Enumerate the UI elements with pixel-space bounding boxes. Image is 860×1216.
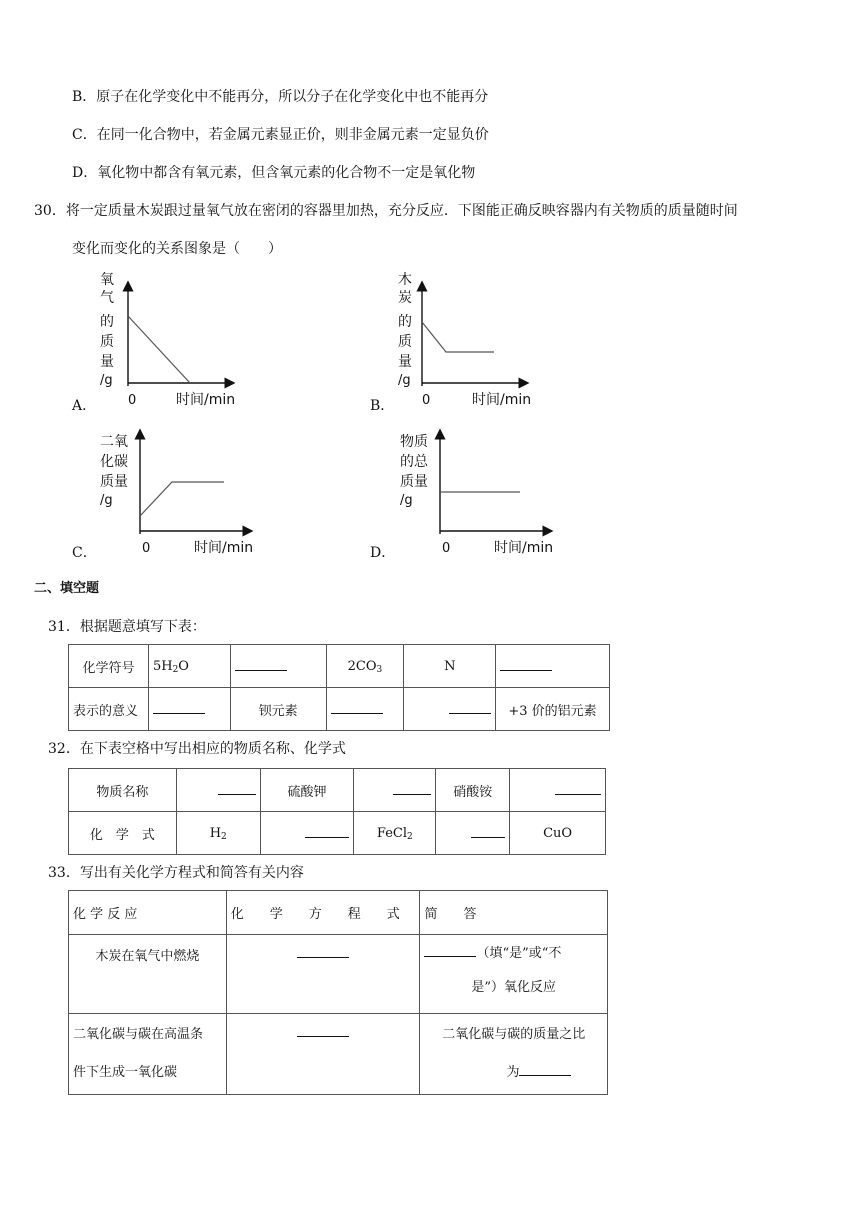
table-31-row1-label: 化学符号	[69, 645, 149, 688]
table-32-cell-cuo: CuO	[510, 812, 606, 855]
table-33-r2-reaction: 二氧化碳与碳在高温条 件下生成一氧化碳	[69, 1014, 227, 1095]
chart-a-series-line	[128, 316, 190, 383]
chart-b-option: B．	[370, 398, 395, 414]
table-31-cell-aluminum: +3 价的铝元素	[496, 688, 610, 731]
chart-a-ylabel-3: 质	[100, 334, 114, 350]
table-31-row2-label: 表示的意义	[69, 688, 149, 731]
table-32-cell-fecl2: FeCl$_2$	[354, 812, 436, 855]
chart-d-ylabel-2: 质量	[400, 474, 428, 490]
table-33-r1-equation-blank[interactable]	[226, 935, 420, 1014]
option-d: D．氧化物中都含有氧元素，但含氧元素的化合物不一定是氧化物	[72, 165, 476, 181]
chart-d-ylabel-3: /g	[400, 493, 413, 508]
table-33-r2-answer: 二氧化碳与碳的质量之比 为	[420, 1014, 608, 1095]
table-31-blank-r2c3[interactable]	[326, 688, 404, 731]
chart-a-origin: 0	[128, 393, 137, 408]
question-31-title: 31．根据题意填写下表：	[48, 619, 206, 635]
table-33-header-equation: 化 学 方 程 式	[226, 891, 420, 935]
table-33-row-2	[69, 1014, 608, 1095]
table-33-r1-answer-blank[interactable]	[424, 944, 476, 957]
chart-a-ylabel-0: 氧	[100, 272, 114, 288]
question-32-title: 32．在下表空格中写出相应的物质名称、化学式	[48, 741, 346, 757]
table-32-blank-formula2[interactable]	[260, 812, 354, 855]
table-32-blank-name3[interactable]	[354, 769, 436, 812]
chart-c-option: C．	[72, 545, 97, 561]
table-31-cell-5h2o: $5H_2O$	[148, 645, 230, 688]
chart-b-ylabel-5: /g	[398, 373, 411, 388]
table-32-row-formulas	[69, 812, 606, 855]
section-heading: 二、填空题	[34, 581, 100, 596]
chart-a-option: A．	[72, 398, 97, 414]
table-32-row1-label: 物质名称	[69, 769, 177, 812]
chart-c-ylabel-1: 化碳	[100, 454, 128, 470]
table-31-row-meaning	[69, 688, 610, 731]
table-33-header-reaction: 化 学 反 应	[69, 891, 227, 935]
table-33-r1-answer: （填“是”或“不 是”）氧化反应	[420, 935, 608, 1014]
table-33-header-answer: 简 答	[420, 891, 608, 935]
chart-d-origin: 0	[442, 541, 451, 556]
table-32-row-names	[69, 769, 606, 812]
chart-a-ylabel-5: /g	[100, 373, 113, 388]
table-33-r2-answer-blank[interactable]	[519, 1063, 571, 1076]
table-32-blank-name5[interactable]	[510, 769, 606, 812]
chart-b-ylabel-0: 木	[398, 272, 412, 288]
table-33-header-row	[69, 891, 608, 935]
chart-c-series-line	[140, 482, 224, 516]
table-32-blank-formula4[interactable]	[436, 812, 510, 855]
table-31-cell-n: N	[404, 645, 496, 688]
chart-b-ylabel-4: 量	[398, 354, 412, 370]
table-32-cell-potassium-sulfate: 硫酸钾	[260, 769, 354, 812]
question-30-line2: 变化而变化的关系图象是（ ）	[72, 241, 282, 257]
question-33-title: 33．写出有关化学方程式和简答有关内容	[48, 865, 304, 881]
chart-c-ylabel-2: 质量	[100, 474, 128, 490]
table-33-r1-reaction: 木炭在氧气中燃烧	[69, 935, 227, 1014]
chart-c-xlabel: 时间/min	[194, 540, 254, 556]
chart-d-option: D．	[370, 545, 396, 561]
option-c: C．在同一化合物中，若金属元素显正价，则非金属元素一定显负价	[72, 127, 489, 143]
chart-b	[396, 268, 546, 410]
chart-d-ylabel-1: 的总	[400, 454, 428, 470]
chart-d-xlabel: 时间/min	[494, 540, 554, 556]
table-32-cell-h2: $H_2$	[176, 812, 260, 855]
table-32	[68, 768, 606, 855]
chart-c-ylabel-3: /g	[100, 493, 113, 508]
chart-c	[98, 424, 268, 558]
chart-a-xlabel: 时间/min	[176, 392, 236, 408]
chart-d	[398, 424, 568, 558]
question-30-line1: 30．将一定质量木炭跟过量氧气放在密闭的容器里加热，充分反应．下图能正确反映容器内有关物质的质量随时间	[34, 203, 738, 219]
table-31-blank-r1c5[interactable]	[496, 645, 610, 688]
table-31-cell-barium: 钡元素	[230, 688, 326, 731]
table-32-row2-label: 化 学 式	[69, 812, 177, 855]
chart-a-ylabel-4: 量	[100, 354, 114, 370]
chart-a-ylabel-2: 的	[100, 314, 114, 330]
chart-b-ylabel-3: 质	[398, 334, 412, 350]
chart-a	[98, 268, 248, 410]
chart-b-xlabel: 时间/min	[472, 392, 532, 408]
table-31	[68, 644, 610, 731]
chart-a-ylabel-1: 气	[100, 290, 114, 306]
table-33	[68, 890, 608, 1095]
chart-c-origin: 0	[142, 541, 151, 556]
table-32-cell-ammonium-nitrate: 硝酸铵	[436, 769, 510, 812]
chart-c-ylabel-0: 二氧	[100, 434, 128, 450]
table-33-r2-equation-blank[interactable]	[226, 1014, 420, 1095]
chart-b-origin: 0	[422, 393, 431, 408]
table-31-cell-2co3: $2CO_3$	[326, 645, 404, 688]
chart-d-ylabel-0: 物质	[400, 434, 428, 450]
table-31-blank-r2c1[interactable]	[148, 688, 230, 731]
chart-b-series-line	[422, 322, 494, 352]
table-31-blank-r2c4[interactable]	[404, 688, 496, 731]
chart-b-ylabel-2: 的	[398, 314, 412, 330]
option-b: B．原子在化学变化中不能再分，所以分子在化学变化中也不能再分	[72, 89, 489, 105]
table-33-row-1	[69, 935, 608, 1014]
table-32-blank-name1[interactable]	[176, 769, 260, 812]
table-31-blank-r1c2[interactable]	[230, 645, 326, 688]
chart-b-ylabel-1: 炭	[398, 290, 412, 306]
table-31-row-symbols	[69, 645, 610, 688]
